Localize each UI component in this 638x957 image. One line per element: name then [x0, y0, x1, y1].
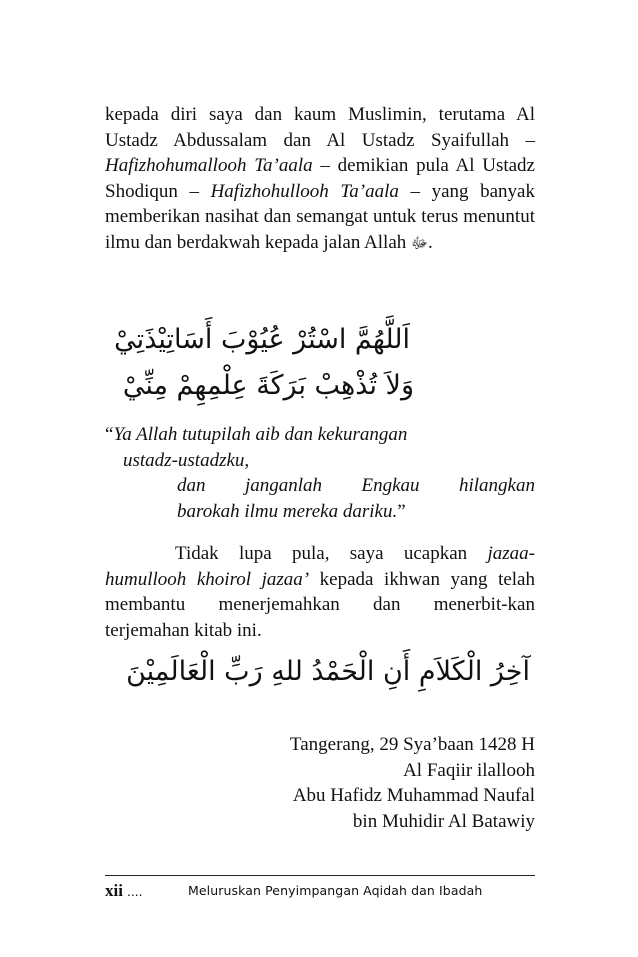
page-number: xii: [105, 881, 123, 900]
translation-line-3: dan janganlah Engkau hilangkan: [177, 475, 535, 496]
close-quote: ”: [397, 500, 406, 522]
signature-line-2: Al Faqiir ilallooh: [403, 759, 535, 781]
translation-text: Ya Allah tutupilah aib dan kekurangan: [113, 424, 408, 445]
translation-line-4: [105, 499, 535, 525]
translation-line-2: ustadz-ustadzku,: [123, 449, 250, 471]
footer-divider: [105, 875, 535, 876]
footer-dots: ....: [126, 883, 143, 899]
paragraph-acknowledgement: [105, 102, 535, 256]
text-segment: – demikian pula Al Ustadz Shodiqun –: [105, 155, 535, 202]
text-segment: kepada ikhwan yang telah membantu menerjemahkan dan menerbit-kan terjemahan kitab ini.: [105, 568, 535, 641]
text-segment: Tidak lupa pula, saya ucapkan: [175, 543, 488, 564]
page-footer: [105, 880, 535, 902]
author-signature: [135, 732, 535, 834]
italic-honorific: Hafizhohullooh Ta’aala: [210, 180, 399, 202]
text-segment: – yang banyak memberikan nasihat dan semangat untuk terus menuntut ilmu dan berdakwah kepada jalan Allah: [105, 180, 535, 253]
italic-phrase: jazaa-humullooh khoirol jazaa’: [105, 543, 535, 590]
signature-place-date: Tangerang, 29 Sya’baan 1428 H: [289, 734, 535, 755]
prayer-translation: [105, 422, 535, 524]
translation-text: barokah ilmu mereka dariku.: [177, 500, 398, 522]
honorific-glyph: ﷻ: [411, 233, 428, 252]
signature-line-4: bin Muhidir Al Batawiy: [352, 810, 535, 832]
signature-author-name: Abu Hafidz Muhammad Naufal: [292, 785, 535, 806]
arabic-prayer-line-2: وَلاَ تُذْهِبْ بَرَكَةَ عِلْمِهِمْ مِنِّيْ: [122, 370, 414, 401]
running-title: Meluruskan Penyimpangan Aqidah dan Ibadah: [188, 883, 483, 898]
open-quote: “: [105, 424, 114, 445]
translation-line-1: [105, 422, 535, 448]
arabic-prayer-line-1: اَللَّهُمَّ اسْتُرْ عُيُوْبَ أَسَاتِيْذَتِيْ: [114, 324, 410, 355]
text-segment: kepada diri saya dan kaum Muslimin, terutama Al Ustadz Abdussalam dan Al Ustadz Syaifullah –: [105, 104, 535, 151]
paragraph-thanks: [105, 541, 535, 643]
italic-honorific: Hafizhohumallooh Ta’aala: [105, 155, 313, 176]
text-segment: .: [427, 231, 433, 253]
arabic-closing-phrase: آخِرُ الْكَلاَمِ أَنِ الْحَمْدُ للهِ رَبِّ الْعَالَمِيْنَ: [126, 656, 530, 687]
